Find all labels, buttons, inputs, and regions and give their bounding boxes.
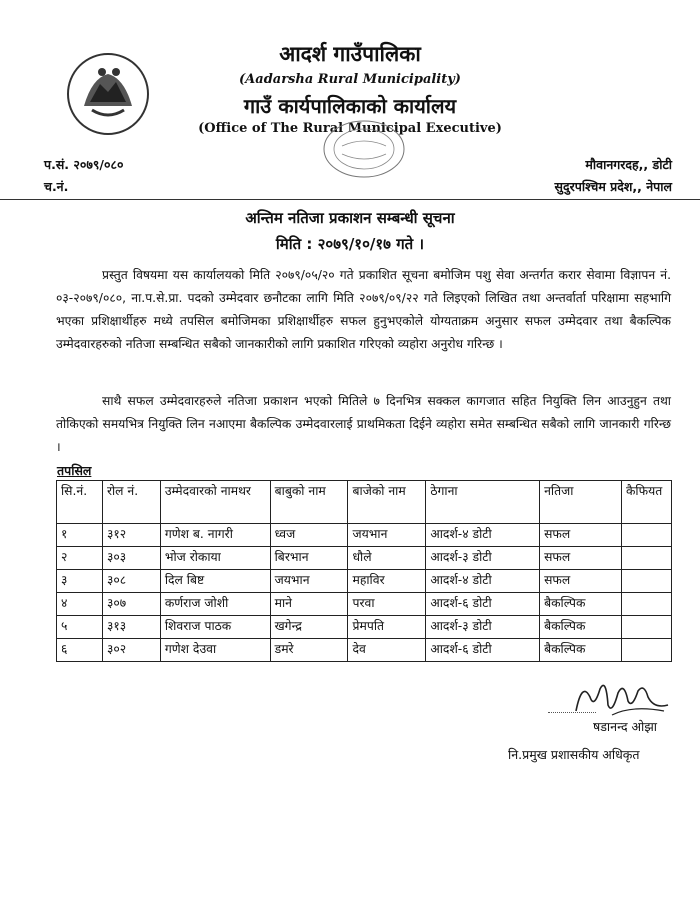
paragraph-2-text: साथै सफल उम्मेदवारहरुले नतिजा प्रकाशन भएको मितिले ७ दिनभित्र सक्कल कागजात सहित नियुक्ति लिन आउनुहुन तथा तोकिएको समयभित्र नियुक्ति लिन नआएमा बैकल्पिक उम्मेदवारलाई प्राथमिकता दिईने व्यहोरा समेत सम्बन्धित सबैको लागि जानकारी गरिन्छ । [56,394,671,454]
cell-roll-no: ३०३ [102,547,160,570]
table-row [57,639,672,662]
notice-subject: अन्तिम नतिजा प्रकाशन सम्बन्धी सूचना [245,209,455,227]
cell-grandfather-name: जयभान [348,524,426,547]
results-table [56,480,672,662]
cell-address: आदर्श-६ डोटी [426,639,540,662]
header-remarks: कैफियत [621,481,671,524]
cell-father-name: डमरे [270,639,348,662]
cell-roll-no: ३१२ [102,524,160,547]
cell-grandfather-name: धौले [348,547,426,570]
signature-image [572,675,672,723]
cell-remarks [621,639,671,662]
cell-result: बैकल्पिक [540,593,622,616]
table-row [57,616,672,639]
cell-candidate-name: कर्णराज जोशी [160,593,270,616]
table-row [57,593,672,616]
cell-candidate-name: दिल बिष्ट [160,570,270,593]
header-candidate-name: उम्मेदवारको नामथर [160,481,270,524]
reference-number: प.सं. २०७९/०८० [44,157,124,172]
header-roll-no: रोल नं. [102,481,160,524]
cell-candidate-name: भोज रोकाया [160,547,270,570]
cell-sn: ६ [57,639,103,662]
cell-address: आदर्श-३ डोटी [426,616,540,639]
cell-address: आदर्श-४ डोटी [426,570,540,593]
cell-roll-no: ३०२ [102,639,160,662]
office-title-english: (Office of The Rural Municipal Executive) [198,121,502,136]
header-result: नतिजा [540,481,622,524]
header-address: ठेगाना [426,481,540,524]
cell-father-name: खगेन्द्र [270,616,348,639]
municipality-title: आदर्श गाउँपालिका [279,42,421,66]
cell-grandfather-name: देव [348,639,426,662]
cell-grandfather-name: महाविर [348,570,426,593]
header-father-name: बाबुको नाम [270,481,348,524]
office-title: गाउँ कार्यपालिकाको कार्यालय [243,94,457,118]
signature-dotted-line [548,712,596,713]
cell-father-name: ध्वज [270,524,348,547]
cell-roll-no: ३०७ [102,593,160,616]
cell-remarks [621,547,671,570]
cell-remarks [621,593,671,616]
signatory-name: षडानन्द ओझा [593,719,658,734]
address-line-1: मौवानगरदह,, डोटी [585,157,672,172]
notice-paragraph-1 [56,264,671,356]
table-row [57,524,672,547]
dispatch-number: च.नं. [44,179,69,194]
cell-result: सफल [540,547,622,570]
cell-father-name: जयभान [270,570,348,593]
cell-sn: ५ [57,616,103,639]
table-label: तपसिल [57,463,92,478]
signatory-post: नि.प्रमुख प्रशासकीय अधिकृत [508,747,640,762]
cell-result: बैकल्पिक [540,639,622,662]
cell-grandfather-name: प्रेमपति [348,616,426,639]
paragraph-1-text: प्रस्तुत विषयमा यस कार्यालयको मिति २०७९/०५/२० गते प्रकाशित सूचना बमोजिम पशु सेवा अन्तर्गत करार सेवामा विज्ञापन नं. ०३-२०७९/०८०, ना.प.से.प्रा. पदको उम्मेदवार छनौटका लागि मिति २०७९/०९/२२ गते लिइएको लिखित तथा अन्तर्वार्ता परिक्षामा सहभागि भएका प्रशिक्षार्थीहरु मध्ये तपसिल बमोजिमका प्रशिक्षार्थीहरु सफल हुनुभएकोले योग्यताक्रम अनुसार सफल उम्मेदवार तथा बैकल्पिक उम्मेदवारहरुको नतिजा सम्बन्धित सबैको जानकारीको लागि प्रकाशित गरिएको व्यहोरा अनुरोध गरिन्छ । [56,268,671,351]
address-line-2: सुदुरपश्चिम प्रदेश,, नेपाल [554,179,672,194]
cell-remarks [621,570,671,593]
notice-date: मिति : २०७९/१०/१७ गते । [275,235,425,253]
cell-remarks [621,616,671,639]
cell-sn: ४ [57,593,103,616]
cell-roll-no: ३०८ [102,570,160,593]
header-sn: सि.नं. [57,481,103,524]
cell-result: सफल [540,570,622,593]
cell-result: बैकल्पिक [540,616,622,639]
cell-father-name: बिरभान [270,547,348,570]
table-row [57,570,672,593]
cell-sn: २ [57,547,103,570]
header-divider [0,199,700,200]
header-grandfather-name: बाजेको नाम [348,481,426,524]
cell-candidate-name: गणेश देउवा [160,639,270,662]
cell-father-name: माने [270,593,348,616]
cell-candidate-name: शिवराज पाठक [160,616,270,639]
cell-roll-no: ३१३ [102,616,160,639]
cell-sn: ३ [57,570,103,593]
municipality-title-english: (Aadarsha Rural Municipality) [239,72,461,87]
cell-grandfather-name: परवा [348,593,426,616]
cell-sn: १ [57,524,103,547]
office-seal-stamp [320,118,408,180]
cell-address: आदर्श-६ डोटी [426,593,540,616]
table-header-row [57,481,672,524]
table-row [57,547,672,570]
cell-remarks [621,524,671,547]
cell-result: सफल [540,524,622,547]
cell-address: आदर्श-३ डोटी [426,547,540,570]
cell-address: आदर्श-४ डोटी [426,524,540,547]
cell-candidate-name: गणेश ब. नागरी [160,524,270,547]
notice-paragraph-2 [56,390,671,459]
